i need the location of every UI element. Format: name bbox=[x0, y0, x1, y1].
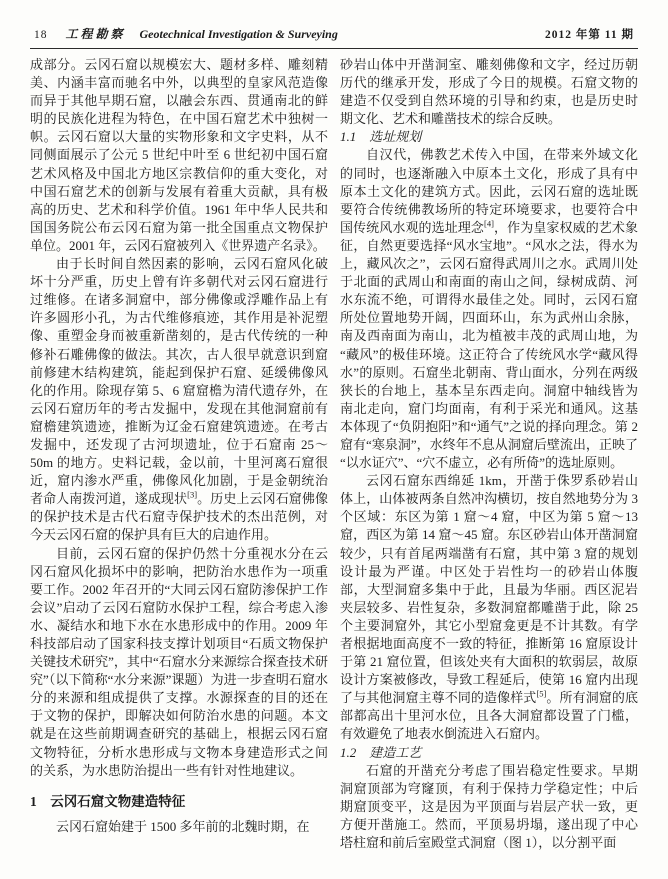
section-heading: 1 云冈石窟文物建造特征 bbox=[30, 793, 186, 809]
paragraph bbox=[30, 255, 328, 545]
paragraph bbox=[340, 762, 638, 852]
header-left bbox=[34, 25, 338, 42]
text-run: 目前，云冈石窟的保护仍然十分重视水分在云冈石窟风化损坏中的影响，把防治水患作为一项重要工作。2002 年召开的“大同云冈石窟防渗保护工作会议”启动了云冈石窟防水保护工程，综合考虑入渗水、凝结水和地下水在水患形成中的作用。2009 年科技部启动了国家科技支撑计划项目“石质文物保护关键技术研究”，其中“石窟水分来源综合探查技术研究”（以下简称“水分来源”课题）为进一步查明石窟水分的来源和组成提供了支撑。水源探查的目的还在于文物的保护，即解决如何防治水患的问题。本文就是在这些前期调查研究的基础上，根据云冈石窟文物特征，分析水患形成与文物本身建造形式之间的关系，为水患防治提出一些有针对性地建议。 bbox=[30, 545, 328, 778]
subsection-heading: 1.2 建造工艺 bbox=[340, 744, 422, 760]
text-run: 砂岩山体中开凿洞室、雕刻佛像和文字，经过历朝历代的继承开发，形成了今日的规模。石窟文物的建造不仅受到自然环境的引导和约束，也是历史时期文化、艺术和雕凿技术的综合反映。 bbox=[340, 57, 638, 127]
paragraph bbox=[340, 56, 638, 128]
text-run: 云冈石窟始建于 1500 多年前的北魏时期，在 bbox=[56, 818, 310, 834]
text-run: 云冈石窟东西绵延 1km，开凿于侏罗系砂岩山体上，山体被两条自然冲沟横切，按自然地势分为 3 个区域：东区为第 1 窟～4 窟，中区为第 5 窟～13 窟，西区为第 14 窟～45 窟。东区砂岩山体开凿洞窟较少，只有首尾两端凿有石窟，其中第 3 窟的规划设计最为严谨。中区处于岩性均一的砂岩山体腹部，大型洞窟多集中于此，且最为华丽。西区泥岩夹层较多、岩性复杂，多数洞窟都雕凿于此，除 25 个主要洞窟外，其它小型窟龛更是不计其数。有学者根据地面高度不一致的特征，推断第 16 窟原设计于第 21 窟位置，但该处夹有大面积的软弱层，故原设计方案被修改，导致工程延后，使第 16 窟内出现了与其他洞窟主尊不同的造像样式 bbox=[340, 473, 638, 706]
text-run: 由于长时间自然因素的影响，云冈石窟风化破坏十分严重，历史上曾有许多朝代对云冈石窟进行过维修。在诸多洞窟中，部分佛像或浮雕作品上有许多圆形小孔，为古代维修痕迹，其作用是补泥塑像、重塑金身而被重新凿刻的，是古代传统的一种修补石雕佛像的做法。其次，古人很早就意识到窟前修建木结构建筑，能起到保护石窟、延缓佛像风化的作用。除现存第 5、6 窟窟檐为清代遗存外，在云冈石窟历年的考古发掘中，发现在其他洞窟前有窟檐建筑遗迹，推断为辽金石窟建筑遗迹。在考古发掘中，还发现了古河坝遗址，位于石窟南 25～50m 的地方。史料记载，金以前，十里河离石窟很近，窟内渗水严重，佛像风化加剧，于是金朝统治者命人南拨河道，遂成现状 bbox=[30, 256, 328, 507]
paragraph bbox=[340, 146, 638, 472]
page-header bbox=[30, 25, 638, 48]
article-body bbox=[30, 49, 638, 852]
citation-ref: [3] bbox=[187, 489, 198, 500]
text-run: 成部分。云冈石窟以规模宏大、题材多样、雕刻精美、内涵丰富而驰名中外，以典型的皇家风范造像而异于其他早期石窟，以融会东西、贯通南北的鲜明的民族化进程为特色，在中国石窟艺术中独树一帜。云冈石窟以大量的实物形象和文字史料，从不同侧面展示了公元 5 世纪中叶至 6 世纪初中国石窟艺术风格及中国北方地区宗教信仰的重大变化，对中国石窟艺术的创新与发展有着重大贡献，具有极高的历史、艺术和科学价值。1961 年中华人民共和国国务院公布云冈石窟为第一批全国重点文物保护单位。2001 年，云冈石窟被列入《世界遗产名录》。 bbox=[30, 57, 328, 253]
page-number: 18 bbox=[34, 29, 48, 41]
text-run: 。历史上云冈石窟佛像的保护技术是古代石窟寺保护技术的杰出范例，对今天云冈石窟的保护具有巨大的启迪作用。 bbox=[30, 491, 328, 543]
right-column bbox=[340, 56, 638, 852]
text-run: ，作为皇家权威的艺术象征，自然更要选择“风水宝地”。“风水之法，得水为上，藏风次之”，云冈石窟得武周川之水。武周川处于北面的武周山和南面的南山之间，绿树成荫、河水东流不绝，可谓得水最佳之处。同时，云冈石窟所处位置地势开阔，四面环山，东为武州山余脉，南及西南面为南山，北为植被丰茂的武周山地，为“藏风”的极佳环境。这正符合了传统风水学“藏风得水”的原则。石窟坐北朝南、背山面水，分列在两级狭长的台地上，基本呈东西走向。洞窟中轴线皆为南北走向，窟门均面南，有利于采光和通风。这基本体现了“负阴抱阳”和“通气”之说的择向理念。第 2 窟有“寒泉洞”，水终年不息从洞窟后壁流出，正映了“以水证穴”、“穴不虚立，必有所倚”的选址原则。 bbox=[340, 219, 638, 471]
paragraph bbox=[30, 818, 328, 836]
left-column bbox=[30, 56, 328, 852]
subsection-heading: 1.1 选址规划 bbox=[340, 129, 422, 145]
journal-title-en: Geotechnical Investigation & Surveying bbox=[139, 27, 338, 41]
citation-ref: [5] bbox=[536, 688, 547, 699]
issue-info: 2012 年第 11 期 bbox=[545, 29, 634, 41]
paragraph bbox=[30, 56, 328, 255]
text-run: 石窟的开凿充分考虑了围岩稳定性要求。早期洞窟顶部为穹窿顶，有利于保持力学稳定性；中后期窟顶变平，这是因为平顶面与岩层产状一致，更方便开凿施工。然而，平顶易坍塌，遂出现了中心塔柱窟和前后室殿堂式洞窟（图 1），以分割平面 bbox=[340, 762, 638, 851]
text-run: 自汉代，佛教艺术传入中国，在带来外域文化的同时，也逐渐融入中原本土文化，形成了具有中原本土文化的建筑方式。因此，云冈石窟的选址既要符合传统佛教场所的特定环境要求，也要符合中国传统风水观的选址理念 bbox=[340, 147, 638, 235]
paragraph bbox=[30, 545, 328, 780]
text-run: 。所有洞窟的底部都高出十里河水位，且各大洞窟都设置了门槛，有效避免了地表水倒流进入石窟内。 bbox=[340, 690, 638, 742]
citation-ref: [4] bbox=[484, 218, 494, 229]
paragraph bbox=[340, 472, 638, 743]
journal-title-cn: 工程勘察 bbox=[65, 27, 126, 41]
